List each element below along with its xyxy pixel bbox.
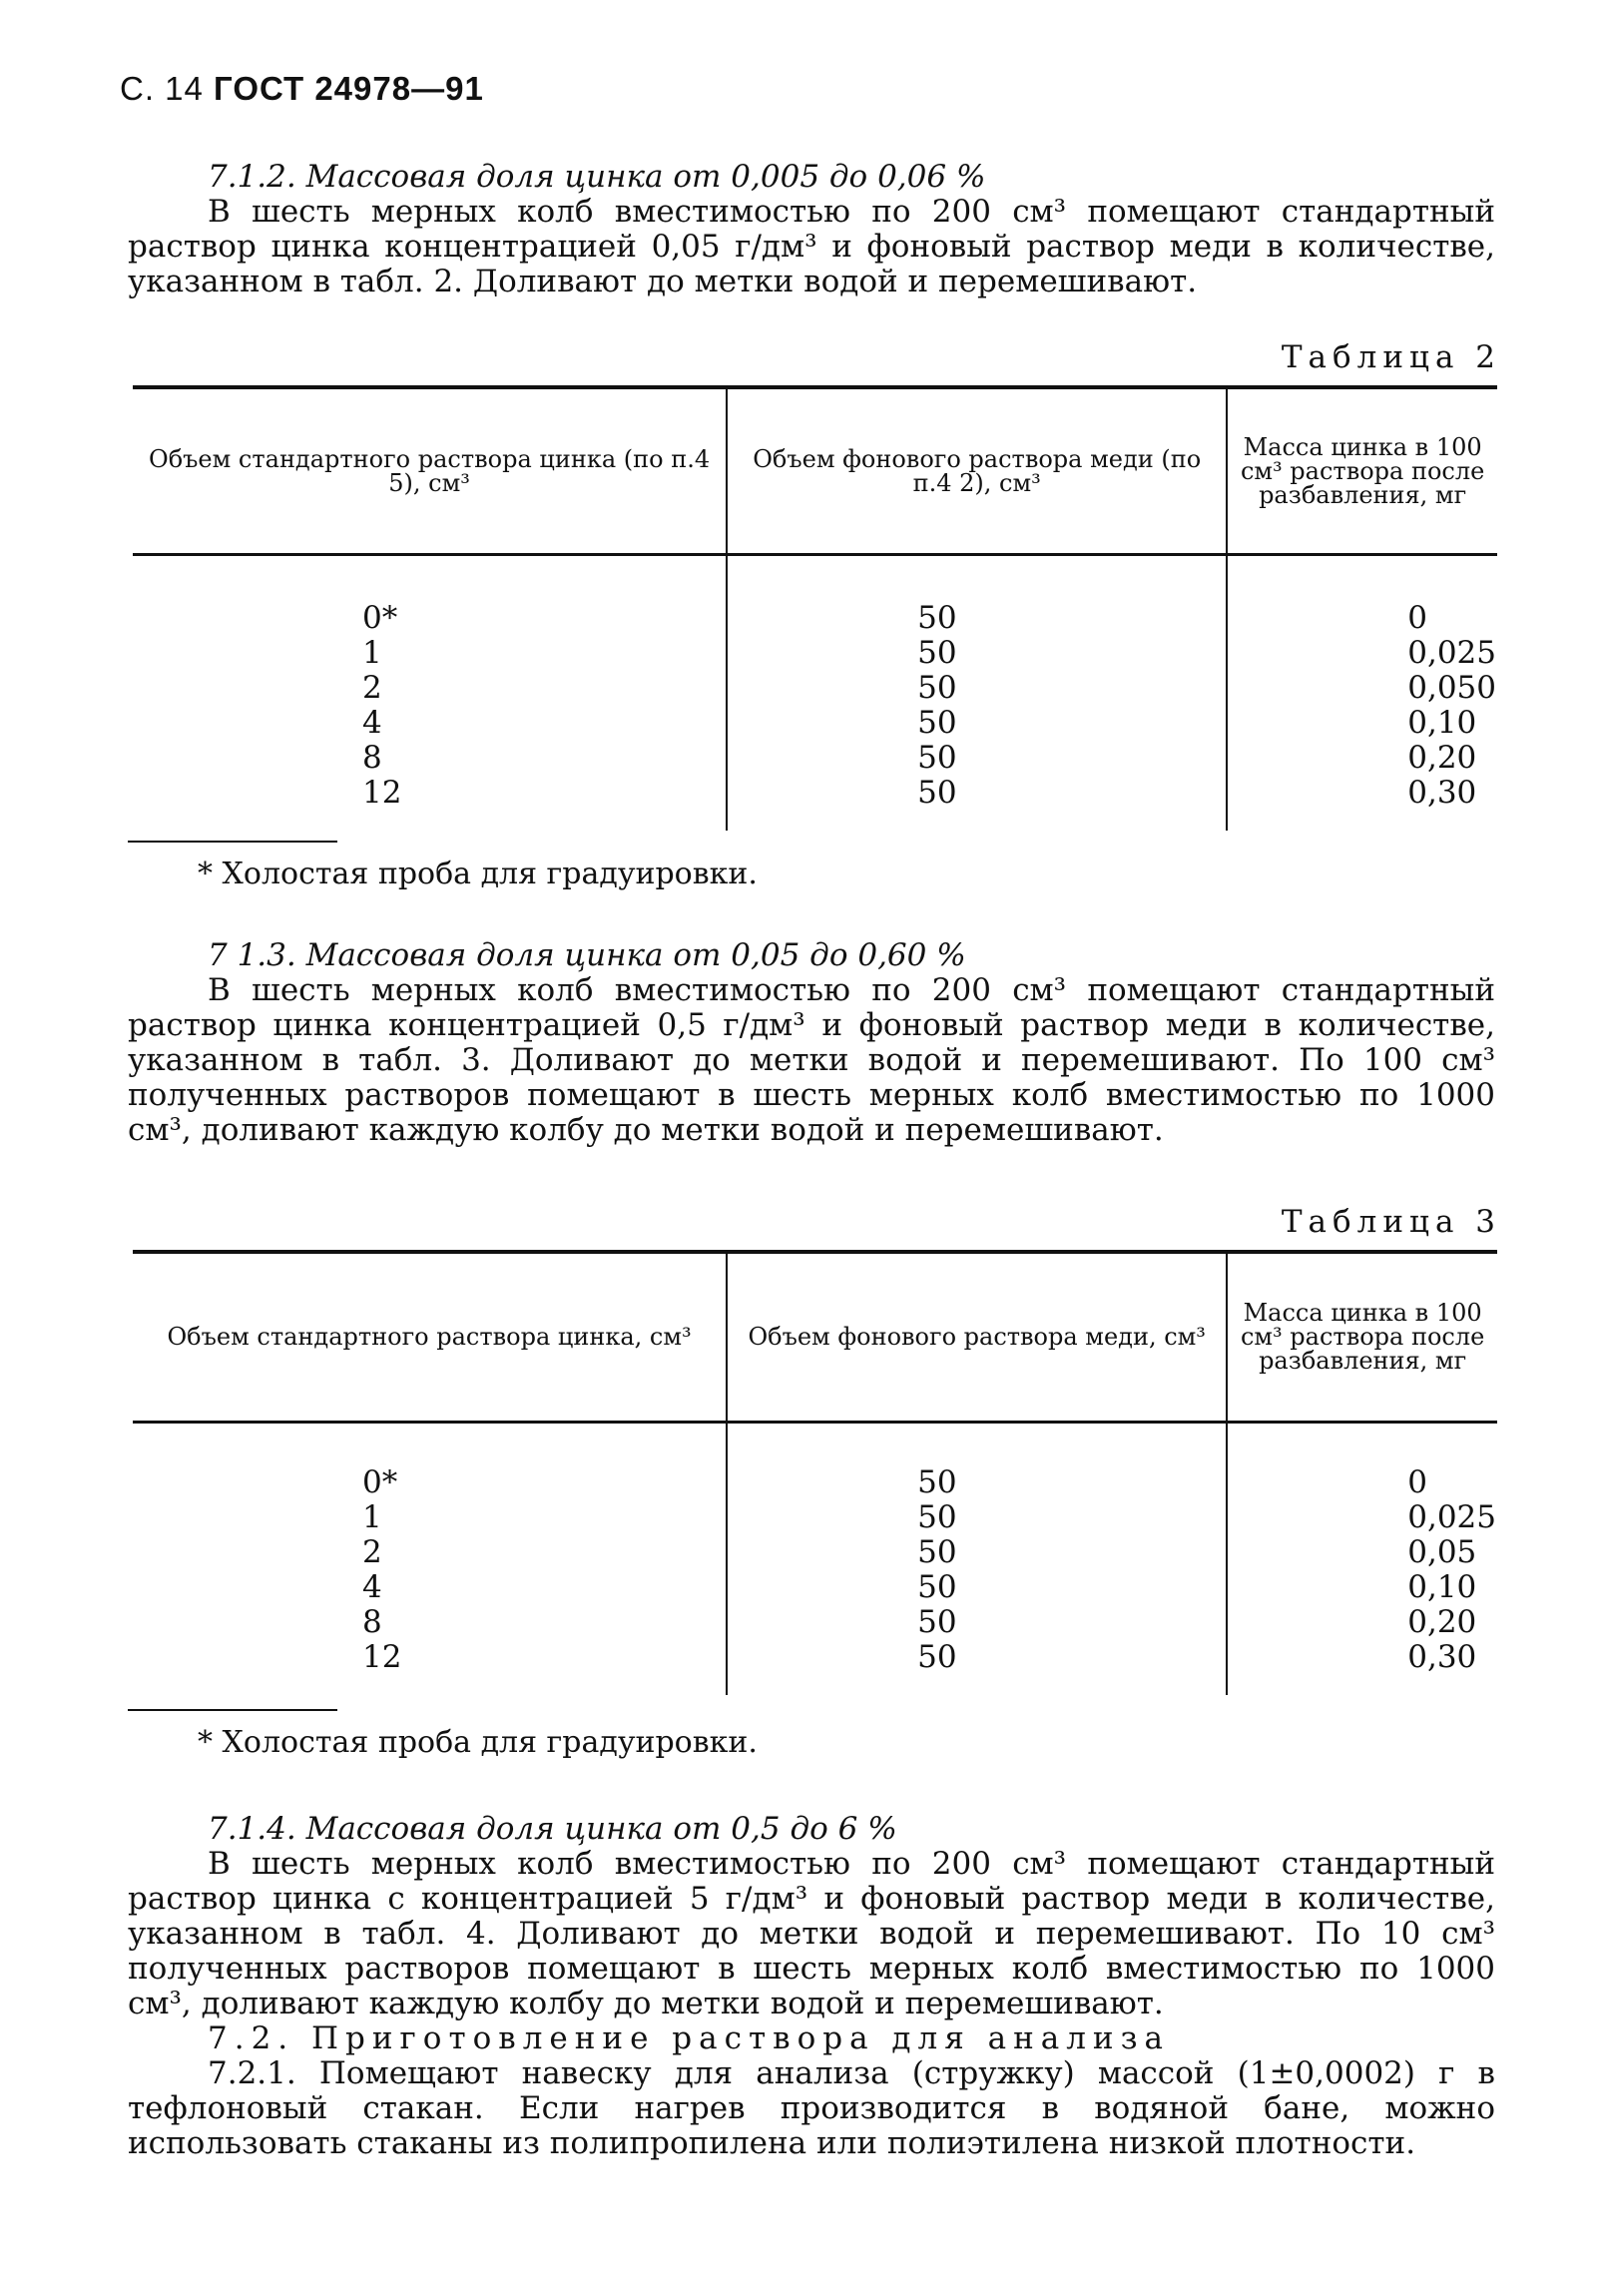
table-header-cell: Масса цинка в 100 см³ раствора после разбавления, мг — [1240, 1299, 1485, 1376]
table-cell: 0,050 — [1407, 669, 1496, 706]
section-7-1-4 — [128, 1812, 1495, 2161]
table-cell: 12 — [362, 774, 402, 811]
table-cell: 0,10 — [1407, 704, 1477, 741]
table-cell: 50 — [917, 1603, 957, 1640]
section-text: В шесть мерных колб вместимостью по 200 см³ помещают стандартный раствор цинка с концентрацией 5 г/дм³ и фоновый раствор меди в количестве, указанном в табл. 4. Доливают до метки водой и перемешивают. По 10 см³ полученных растворов помещают в шесть мерных колб вместимостью по 1000 см³, доливают каждую колбу до метки водой и перемешивают. — [128, 1846, 1495, 2021]
table-cell: 0,20 — [1407, 1603, 1477, 1640]
table-2-caption: Таблица 2 — [1281, 339, 1501, 375]
table-3-caption: Таблица 3 — [1281, 1204, 1501, 1240]
table-header-cell: Объем фонового раствора меди (по п.4 2), см³ — [727, 387, 1227, 554]
table-cell: 4 — [362, 704, 382, 741]
table-column-bg-volume — [727, 554, 1227, 831]
table-cell: 50 — [917, 739, 957, 776]
table-cell: 50 — [917, 599, 957, 636]
section-heading-7-2: 7.2. Приготовление раствора для анализа — [208, 2020, 1170, 2056]
table-cell: 1 — [362, 1498, 382, 1535]
table-cell: 50 — [917, 704, 957, 741]
section-heading: 7 1.3. Массовая доля цинка от 0,05 до 0,60 % — [208, 937, 966, 973]
table-column-std-volume — [133, 1422, 727, 1695]
section-heading: 7.1.4. Массовая доля цинка от 0,5 до 6 % — [208, 1811, 897, 1847]
table-column-bg-volume — [727, 1422, 1227, 1695]
table-cell: 4 — [362, 1568, 382, 1605]
table-header-cell: Объем стандартного раствора цинка (по п.4 5), см³ — [133, 387, 727, 554]
table-cell: 50 — [917, 1638, 957, 1675]
standard-title: ГОСТ 24978—91 — [214, 70, 484, 107]
table-cell: 12 — [362, 1638, 402, 1675]
table-header-cell: Объем стандартного раствора цинка, см³ — [133, 1252, 727, 1422]
table-cell: 50 — [917, 634, 957, 671]
table-header-cell: Масса цинка в 100 см³ раствора после разбавления, мг — [1240, 432, 1485, 509]
table-cell: 50 — [917, 1568, 957, 1605]
section-7-1-2 — [128, 160, 1495, 299]
table-cell: 0 — [1407, 599, 1427, 636]
table-2 — [133, 385, 1497, 831]
table-column-std-volume — [133, 554, 727, 831]
section-7-1-3 — [128, 938, 1495, 1148]
table-cell: 0,20 — [1407, 739, 1477, 776]
table-3 — [133, 1250, 1497, 1695]
page-number: С. 14 — [120, 70, 204, 107]
table-2-footnote: * Холостая проба для градуировки. — [198, 857, 758, 891]
table-cell: 0,025 — [1407, 1498, 1496, 1535]
table-cell: 50 — [917, 1463, 957, 1500]
section-heading: 7.1.2. Массовая доля цинка от 0,005 до 0,06 % — [208, 159, 986, 195]
table-cell: 8 — [362, 739, 382, 776]
footnote-divider — [128, 841, 337, 843]
table-cell: 0 — [1407, 1463, 1427, 1500]
page-header — [120, 70, 484, 108]
table-cell: 0,10 — [1407, 1568, 1477, 1605]
table-cell: 2 — [362, 1533, 382, 1570]
table-cell: 0,05 — [1407, 1533, 1477, 1570]
table-cell: 50 — [917, 1498, 957, 1535]
table-cell: 0,30 — [1407, 774, 1477, 811]
table-cell: 0,025 — [1407, 634, 1496, 671]
table-cell: 0,30 — [1407, 1638, 1477, 1675]
table-column-zinc-mass — [1227, 1422, 1497, 1695]
table-3-footnote: * Холостая проба для градуировки. — [198, 1725, 758, 1760]
table-cell: 0* — [362, 599, 398, 636]
section-text-7-2-1: 7.2.1. Помещают навеску для анализа (стружку) массой (1±0,0002) г в тефлоновый стакан. Если нагрев производится в водяной бане, можно использовать стаканы из полипропилена или полиэтилена низкой плотности. — [128, 2055, 1495, 2161]
section-text: В шесть мерных колб вместимостью по 200 см³ помещают стандартный раствор цинка концентрацией 0,05 г/дм³ и фоновый раствор меди в количестве, указанном в табл. 2. Доливают до метки водой и перемешивают. — [128, 194, 1495, 299]
table-header-cell: Объем фонового раствора меди, см³ — [727, 1252, 1227, 1422]
table-cell: 8 — [362, 1603, 382, 1640]
table-cell: 50 — [917, 669, 957, 706]
table-cell: 1 — [362, 634, 382, 671]
table-column-zinc-mass — [1227, 554, 1497, 831]
table-cell: 2 — [362, 669, 382, 706]
table-cell: 50 — [917, 1533, 957, 1570]
table-cell: 0* — [362, 1463, 398, 1500]
table-cell: 50 — [917, 774, 957, 811]
section-text: В шесть мерных колб вместимостью по 200 см³ помещают стандартный раствор цинка концентрацией 0,5 г/дм³ и фоновый раствор меди в количестве, указанном в табл. 3. Доливают до метки водой и перемешивают. По 100 см³ полученных растворов помещают в шесть мерных колб вместимостью по 1000 см³, доливают каждую колбу до метки водой и перемешивают. — [128, 972, 1495, 1148]
footnote-divider — [128, 1709, 337, 1711]
